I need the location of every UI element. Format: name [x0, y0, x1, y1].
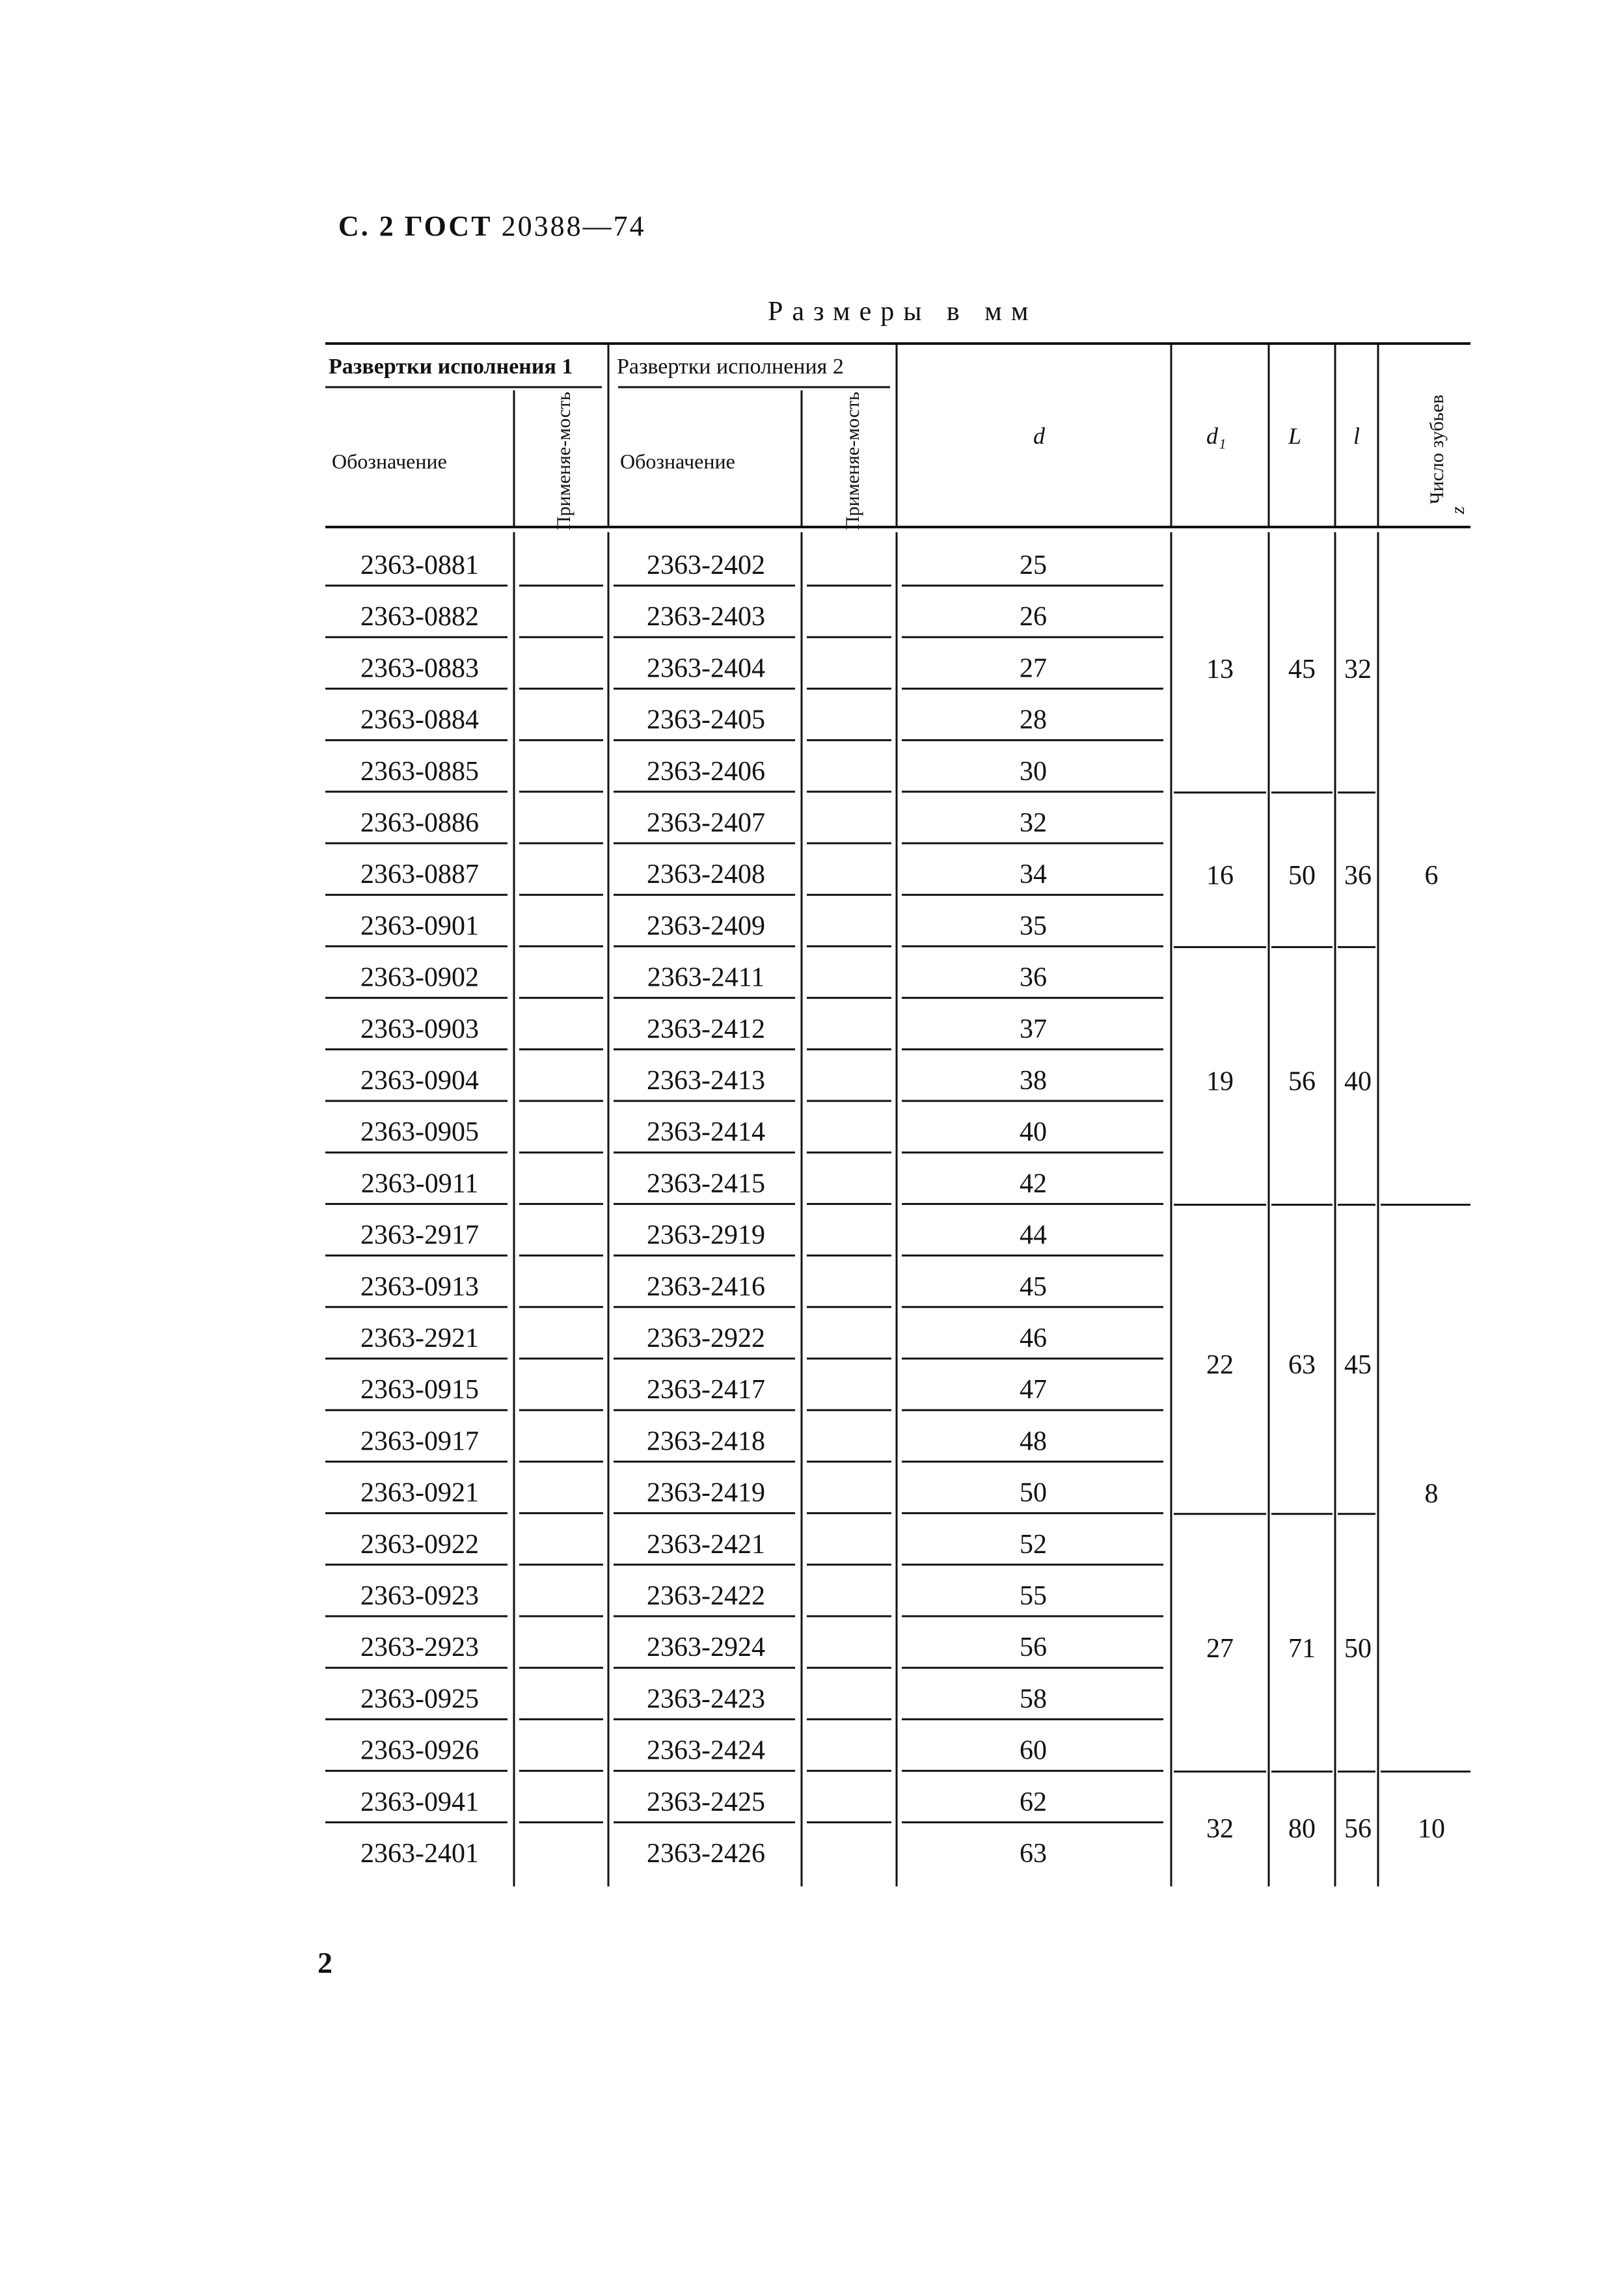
d-cell: 55 [1020, 1581, 1047, 1611]
teeth-symbol: z [1447, 506, 1468, 514]
d-cell: 30 [1020, 756, 1047, 787]
designation-1-cell: 2363-0923 [360, 1581, 479, 1611]
L-header: L [1288, 423, 1302, 449]
designation-2-cell: 2363-2919 [647, 1220, 765, 1251]
d1-cell: 19 [1206, 1066, 1234, 1097]
d-cell: 38 [1020, 1066, 1047, 1096]
designation-2-cell: 2363-2402 [647, 550, 765, 580]
l-cell: 56 [1344, 1814, 1372, 1844]
d-cell: 52 [1020, 1529, 1047, 1560]
designation-1-cell: 2363-0904 [360, 1066, 479, 1096]
designation-1-cell: 2363-0901 [360, 911, 479, 941]
d-cell: 62 [1020, 1787, 1047, 1817]
d-cell: 46 [1020, 1323, 1047, 1353]
designation-2-cell: 2363-2407 [647, 808, 765, 838]
d-cell: 47 [1020, 1375, 1047, 1405]
designation-header-1: Обозначение [332, 450, 447, 473]
d-cell: 36 [1020, 962, 1047, 993]
l-cell: 50 [1344, 1633, 1372, 1664]
designation-header-2: Обозначение [620, 450, 735, 473]
designation-1-cell: 2363-0913 [360, 1271, 479, 1302]
designation-2-cell: 2363-2416 [647, 1271, 765, 1302]
d1-cell: 13 [1206, 655, 1234, 684]
designation-1-cell: 2363-2921 [360, 1323, 479, 1353]
designation-1-cell: 2363-0882 [360, 602, 479, 632]
designation-2-cell: 2363-2406 [647, 756, 765, 787]
units-caption: Размеры в мм [768, 297, 1038, 327]
designation-2-cell: 2363-2421 [647, 1529, 765, 1560]
designation-2-cell: 2363-2425 [647, 1787, 765, 1817]
designation-1-cell: 2363-0917 [360, 1426, 479, 1457]
designation-1-cell: 2363-0922 [360, 1529, 479, 1560]
designation-2-cell: 2363-2422 [647, 1581, 765, 1611]
designation-1-cell: 2363-0885 [360, 756, 479, 787]
designation-1-cell: 2363-2917 [360, 1220, 479, 1251]
d-cell: 25 [1020, 550, 1047, 580]
designation-1-cell: 2363-0905 [360, 1117, 479, 1148]
d-cell: 44 [1020, 1220, 1047, 1251]
d1-cell: 22 [1206, 1350, 1234, 1381]
page-number: 2 [318, 1946, 332, 1979]
l-cell: 36 [1344, 860, 1372, 891]
d1-cell: 27 [1206, 1633, 1234, 1664]
designation-1-cell: 2363-0911 [360, 1169, 479, 1199]
d1-header: d₁ [1206, 423, 1226, 449]
header-prefix: С. 2 ГОСТ [338, 210, 493, 242]
d-cell: 42 [1020, 1169, 1047, 1199]
designation-2-cell: 2363-2417 [647, 1375, 765, 1405]
group1-header: Развертки исполнения 1 [329, 355, 573, 379]
d-cell: 32 [1020, 808, 1047, 838]
designation-1-cell: 2363-0902 [360, 962, 479, 993]
L-cell: 56 [1288, 1066, 1316, 1097]
l-cell: 45 [1344, 1350, 1372, 1381]
designation-2-cell: 2363-2405 [647, 705, 765, 735]
d1-cell: 32 [1206, 1814, 1234, 1844]
designation-1-cell: 2363-0915 [360, 1375, 479, 1405]
designation-2-cell: 2363-2924 [647, 1632, 765, 1663]
d-cell: 50 [1020, 1478, 1047, 1508]
d-cell: 60 [1020, 1735, 1047, 1766]
L-cell: 80 [1288, 1814, 1316, 1844]
designation-2-cell: 2363-2419 [647, 1478, 765, 1508]
designation-1-cell: 2363-2923 [360, 1632, 479, 1663]
d-cell: 45 [1020, 1271, 1047, 1302]
d-cell: 40 [1020, 1117, 1047, 1148]
designation-2-cell: 2363-2409 [647, 911, 765, 941]
designation-1-cell: 2363-0881 [360, 550, 479, 580]
l-cell: 40 [1344, 1066, 1372, 1097]
designation-2-cell: 2363-2418 [647, 1426, 765, 1457]
designation-1-cell: 2363-0884 [360, 705, 479, 735]
designation-1-cell: 2363-0921 [360, 1478, 479, 1508]
designation-2-cell: 2363-2423 [647, 1684, 765, 1714]
designation-1-cell: 2363-0887 [360, 860, 479, 890]
d-cell: 63 [1020, 1839, 1047, 1869]
L-cell: 63 [1288, 1350, 1316, 1381]
designation-1-cell: 2363-0925 [360, 1684, 479, 1714]
d-cell: 34 [1020, 860, 1047, 890]
designation-2-cell: 2363-2404 [647, 653, 765, 684]
L-cell: 45 [1288, 655, 1316, 684]
d-cell: 28 [1020, 705, 1047, 735]
d-cell: 35 [1020, 911, 1047, 941]
d-cell: 58 [1020, 1684, 1047, 1714]
teeth-header: Число зубьев [1426, 394, 1448, 504]
designation-2-cell: 2363-2426 [647, 1839, 765, 1869]
designation-1-cell: 2363-0926 [360, 1735, 479, 1766]
designation-2-cell: 2363-2403 [647, 602, 765, 632]
designation-2-cell: 2363-2414 [647, 1117, 765, 1148]
designation-1-cell: 2363-0941 [360, 1787, 479, 1817]
designation-1-cell: 2363-0903 [360, 1014, 479, 1044]
L-cell: 50 [1288, 860, 1316, 891]
d-cell: 26 [1020, 602, 1047, 632]
designation-2-cell: 2363-2408 [647, 860, 765, 890]
d1-cell: 16 [1206, 860, 1234, 891]
header-standard-number: 20388—74 [501, 210, 646, 242]
d-cell: 56 [1020, 1632, 1047, 1663]
designation-2-cell: 2363-2412 [647, 1014, 765, 1044]
designation-2-cell: 2363-2411 [647, 962, 765, 993]
designation-2-cell: 2363-2415 [647, 1169, 765, 1199]
applicability-header-1: Применяе-мость [553, 391, 575, 530]
d-header: d [1033, 423, 1045, 449]
d-cell: 37 [1020, 1014, 1047, 1044]
designation-2-cell: 2363-2922 [647, 1323, 765, 1353]
d-cell: 27 [1020, 653, 1047, 684]
designation-1-cell: 2363-0883 [360, 653, 479, 684]
designation-1-cell: 2363-2401 [360, 1839, 479, 1869]
designation-2-cell: 2363-2413 [647, 1066, 765, 1096]
teeth-cell: 6 [1424, 860, 1439, 891]
d-cell: 48 [1020, 1426, 1047, 1457]
teeth-cell: 10 [1418, 1814, 1445, 1844]
l-cell: 32 [1344, 655, 1372, 684]
designation-1-cell: 2363-0886 [360, 808, 479, 838]
applicability-header-2: Применяе-мость [842, 391, 863, 530]
teeth-cell: 8 [1424, 1479, 1439, 1510]
designation-2-cell: 2363-2424 [647, 1735, 765, 1766]
l-header: l [1353, 423, 1360, 449]
L-cell: 71 [1288, 1633, 1316, 1664]
group2-header: Развертки исполнения 2 [617, 355, 844, 379]
